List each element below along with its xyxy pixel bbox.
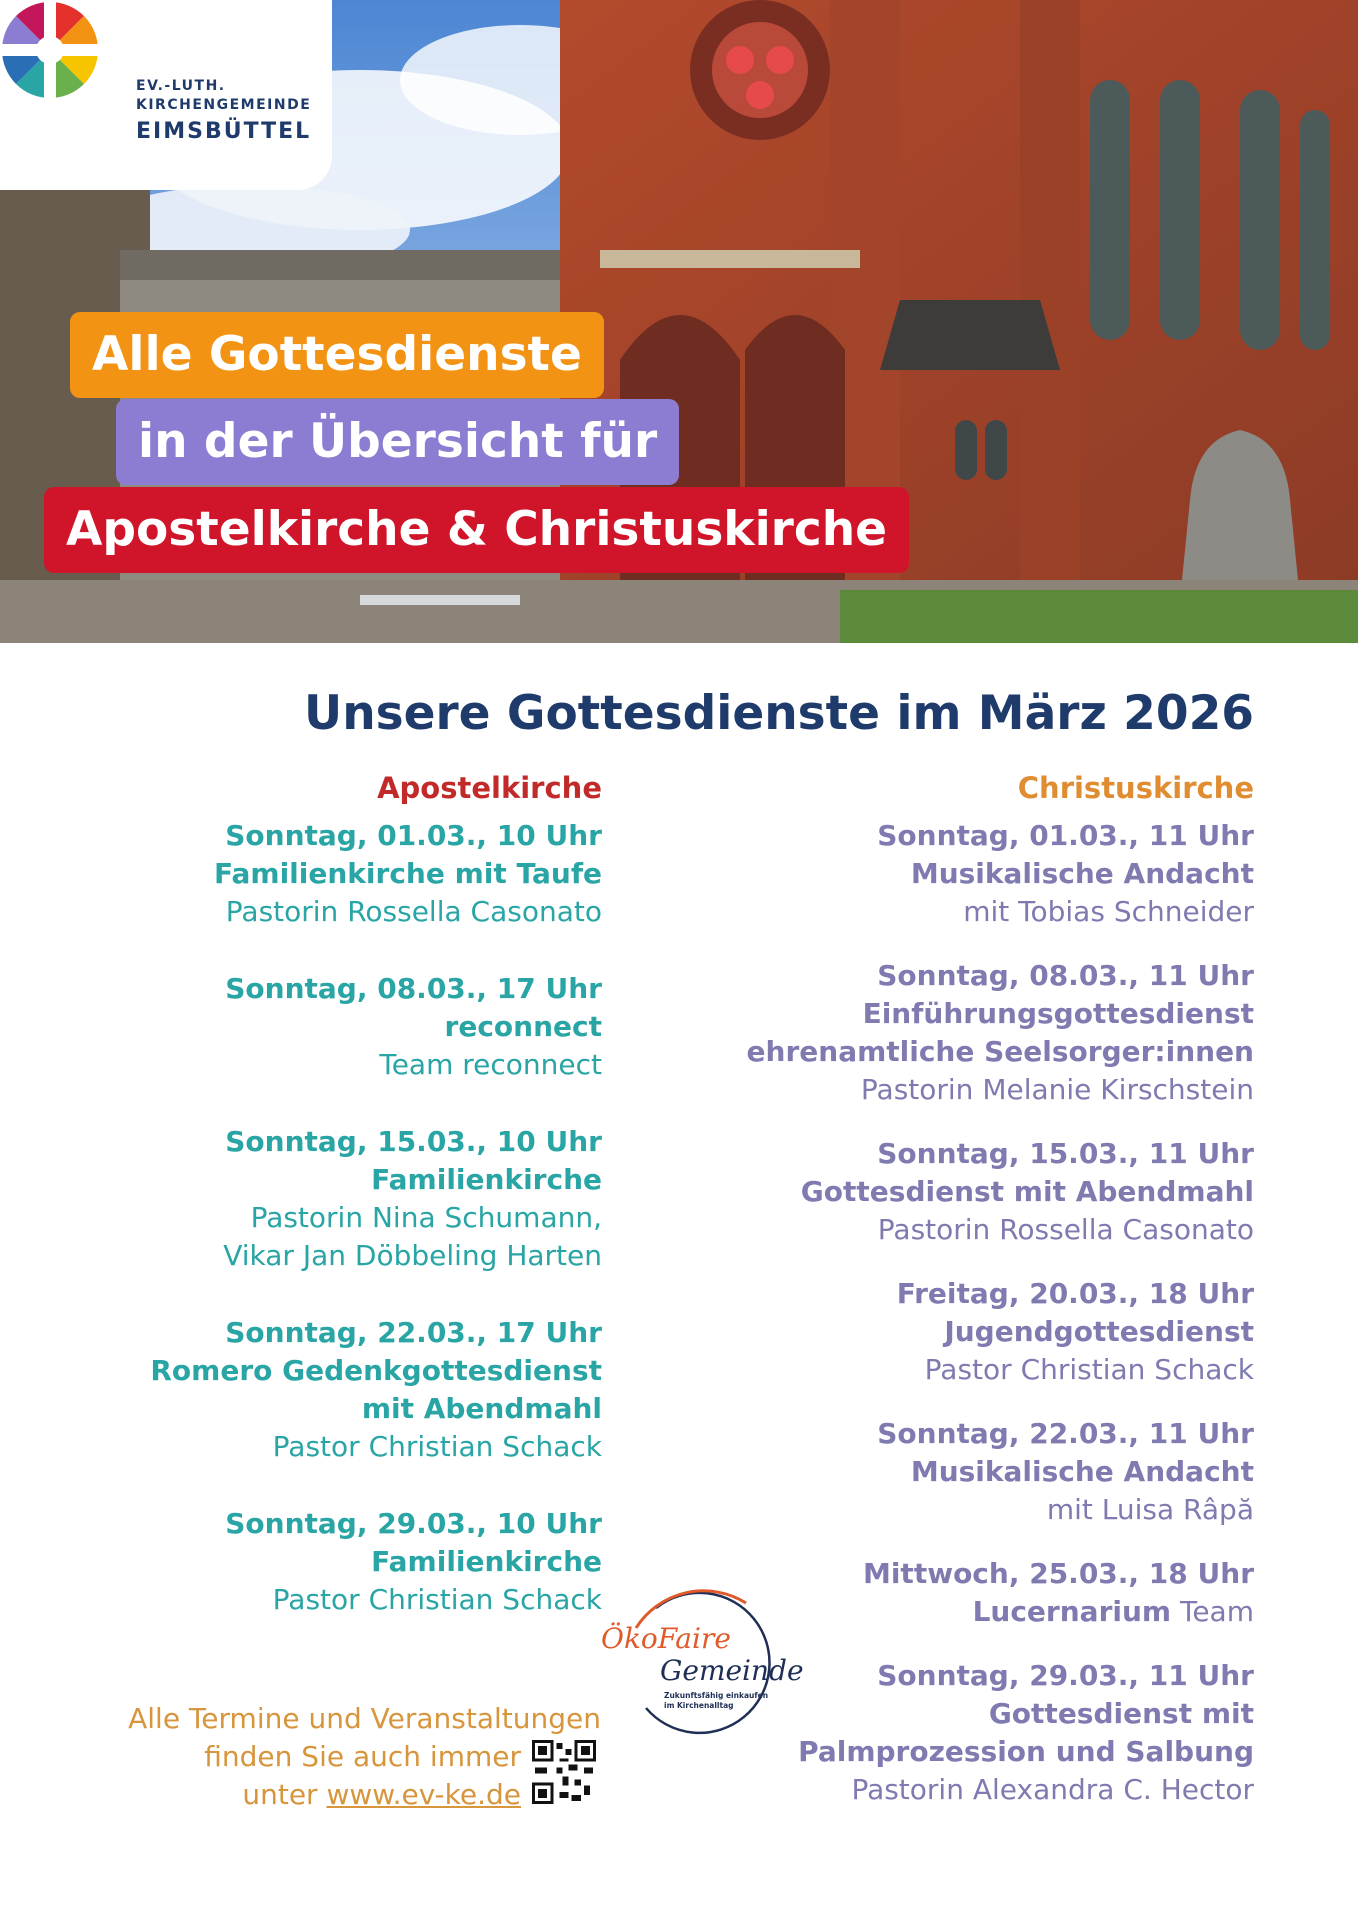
event-date: Sonntag, 29.03., 11 Uhr	[877, 1659, 1254, 1692]
banner-line-2: in der Übersicht für	[116, 399, 679, 485]
event-title: Einführungsgottesdienst	[862, 997, 1254, 1030]
footer-line-3: unter www.ev-ke.de	[242, 1778, 521, 1811]
event-title: Gottesdienst mit	[988, 1697, 1254, 1730]
event-person: Pastorin Rossella Casonato	[225, 895, 602, 928]
church-logo-icon	[0, 0, 100, 100]
event-item	[604, 1415, 1254, 1529]
event-person: Pastorin Melanie Kirschstein	[860, 1073, 1254, 1106]
event-person: Pastor Christian Schack	[272, 1583, 602, 1616]
footer-note	[128, 1700, 601, 1814]
event-item	[604, 1135, 1254, 1249]
christuskirche-title: Christuskirche	[1017, 771, 1254, 805]
event-title: Romero Gedenkgottesdienst	[150, 1354, 602, 1387]
event-title: Familienkirche	[371, 1163, 602, 1196]
event-title: Familienkirche	[371, 1545, 602, 1578]
event-person: Pastorin Nina Schumann,	[250, 1201, 602, 1234]
apostelkirche-column	[12, 768, 602, 1658]
event-title: Familienkirche mit Taufe	[214, 857, 602, 890]
apostelkirche-title: Apostelkirche	[377, 771, 602, 805]
event-person: mit Tobias Schneider	[963, 895, 1254, 928]
event-item	[12, 1314, 602, 1466]
oeko-line-2: Gemeinde	[660, 1654, 804, 1687]
event-title: Musikalische Andacht	[910, 1455, 1254, 1488]
event-date: Sonntag, 01.03., 11 Uhr	[877, 819, 1254, 852]
event-person: Pastorin Alexandra C. Hector	[851, 1773, 1254, 1806]
event-person: Pastor Christian Schack	[272, 1430, 602, 1463]
event-date: Sonntag, 15.03., 10 Uhr	[225, 1125, 602, 1158]
event-item	[12, 1123, 602, 1275]
event-date: Sonntag, 22.03., 11 Uhr	[877, 1417, 1254, 1450]
event-date: Sonntag, 08.03., 11 Uhr	[877, 959, 1254, 992]
event-title: Jugendgottesdienst	[944, 1315, 1254, 1348]
oeko-tagline-1: Zukunftsfähig einkaufen	[664, 1691, 769, 1700]
event-person: Team reconnect	[379, 1048, 602, 1081]
event-item	[604, 957, 1254, 1109]
banner-line-1: Alle Gottesdienste	[70, 312, 604, 398]
event-item	[604, 817, 1254, 931]
event-person: Team	[1179, 1595, 1254, 1628]
event-date: Sonntag, 01.03., 10 Uhr	[225, 819, 602, 852]
oeko-line-1: ÖkoFaire	[601, 1622, 731, 1655]
event-title: mit Abendmahl	[361, 1392, 602, 1425]
event-item	[604, 1275, 1254, 1389]
banner-line-3: Apostelkirche & Christuskirche	[44, 487, 909, 573]
logo-card	[0, 0, 332, 190]
event-date: Mittwoch, 25.03., 18 Uhr	[862, 1557, 1254, 1590]
event-item	[12, 970, 602, 1084]
page-title: Unsere Gottesdienste im März 2026	[304, 686, 1254, 741]
event-title: Gottesdienst mit Abendmahl	[800, 1175, 1254, 1208]
logo-line-1: EV.-LUTH.	[136, 78, 226, 94]
event-title: Palmprozession und Salbung	[798, 1735, 1254, 1768]
event-title: ehrenamtliche Seelsorger:innen	[746, 1035, 1254, 1068]
qr-code-icon[interactable]	[532, 1740, 596, 1804]
event-item	[12, 1505, 602, 1619]
footer-line-2: finden Sie auch immer	[204, 1740, 521, 1773]
logo-line-3: EIMSBÜTTEL	[136, 118, 312, 144]
event-title: Musikalische Andacht	[910, 857, 1254, 890]
event-title: reconnect	[444, 1010, 602, 1043]
oeko-tagline-2: im Kirchenalltag	[664, 1701, 734, 1710]
event-title: Lucernarium	[972, 1595, 1172, 1628]
logo-text	[136, 77, 311, 146]
event-date: Sonntag, 08.03., 17 Uhr	[225, 972, 602, 1005]
event-person: mit Luisa Râpă	[1046, 1493, 1254, 1526]
event-date: Sonntag, 15.03., 11 Uhr	[877, 1137, 1254, 1170]
event-person: Vikar Jan Döbbeling Harten	[223, 1239, 602, 1272]
oekofaire-gemeinde-logo	[596, 1588, 806, 1738]
event-date: Freitag, 20.03., 18 Uhr	[896, 1277, 1254, 1310]
event-date: Sonntag, 29.03., 10 Uhr	[225, 1507, 602, 1540]
event-date: Sonntag, 22.03., 17 Uhr	[225, 1316, 602, 1349]
event-person: Pastorin Rossella Casonato	[877, 1213, 1254, 1246]
logo-line-2: KIRCHENGEMEINDE	[136, 96, 312, 113]
website-link[interactable]: www.ev-ke.de	[326, 1778, 521, 1811]
event-person: Pastor Christian Schack	[924, 1353, 1254, 1386]
hero-photo	[0, 0, 1358, 643]
footer-line-1: Alle Termine und Veranstaltungen	[128, 1702, 601, 1735]
event-item	[12, 817, 602, 931]
